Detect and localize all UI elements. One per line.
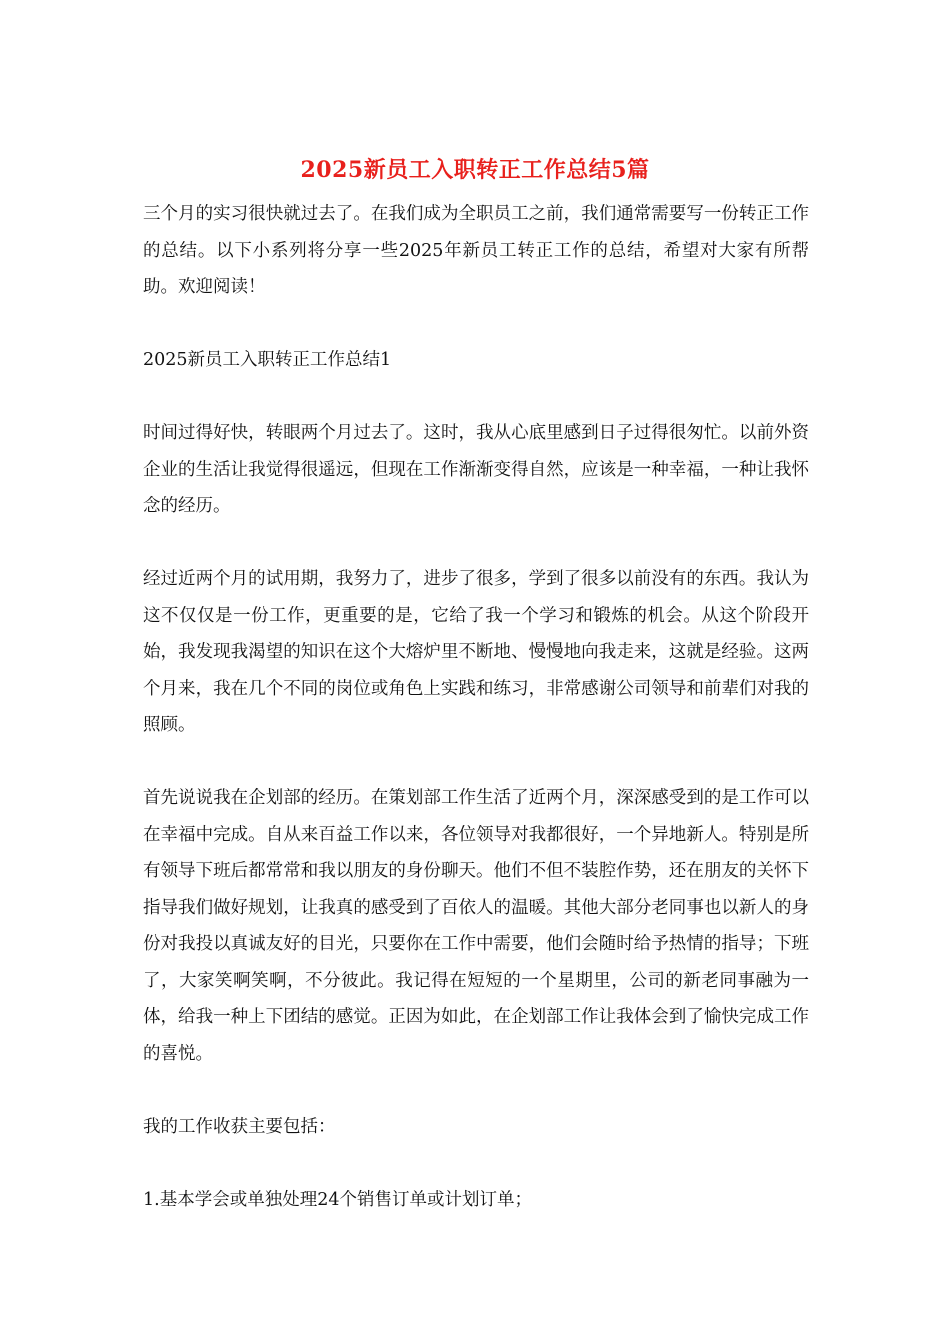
body-paragraph: 时间过得好快，转眼两个月过去了。这时，我从心底里感到日子过得很匆忙。以前外资企业的生活让我觉得很遥远，但现在工作渐渐变得自然，应该是一种幸福，一种让我怀念的经历。 — [143, 423, 809, 516]
list-item: 1.基本学会或单独处理24个销售订单或计划订单； — [143, 1189, 532, 1210]
body-paragraph: 经过近两个月的试用期，我努力了，进步了很多，学到了很多以前没有的东西。我认为这不仅仅是一份工作，更重要的是，它给了我一个学习和锻炼的机会。从这个阶段开始，我发现我渴望的知识在这个大熔炉里不断地、慢慢地向我走来，这就是经验。这两个月来，我在几个不同的岗位或角色上实践和练习，非常感谢公司领导和前辈们对我的照顾。 — [143, 569, 809, 735]
body-paragraph: 首先说说我在企划部的经历。在策划部工作生活了近两个月，深深感受到的是工作可以在幸福中完成。自从来百益工作以来，各位领导对我都很好，一个异地新人。特别是所有领导下班后都常常和我以朋友的身份聊天。他们不但不装腔作势，还在朋友的关怀下指导我们做好规划，让我真的感受到了百依人的温暖。其他大部分老同事也以新人的身份对我投以真诚友好的目光，只要你在工作中需要，他们会随时给予热情的指导；下班了，大家笑啊笑啊，不分彼此。我记得在短短的一个星期里，公司的新老同事融为一体，给我一种上下团结的感觉。正因为如此，在企划部工作让我体会到了愉快完成工作的喜悦。 — [143, 788, 809, 1064]
intro-paragraph: 三个月的实习很快就过去了。在我们成为全职员工之前，我们通常需要写一份转正工作的总结。以下小系列将分享一些2025年新员工转正工作的总结，希望对大家有所帮助。欢迎阅读！ — [143, 204, 809, 297]
section-heading: 2025新员工入职转正工作总结1 — [143, 350, 392, 370]
document-body — [143, 196, 809, 1218]
document-title: 2025新员工入职转正工作总结5篇 — [300, 157, 650, 183]
list-intro: 我的工作收获主要包括： — [143, 1116, 336, 1137]
